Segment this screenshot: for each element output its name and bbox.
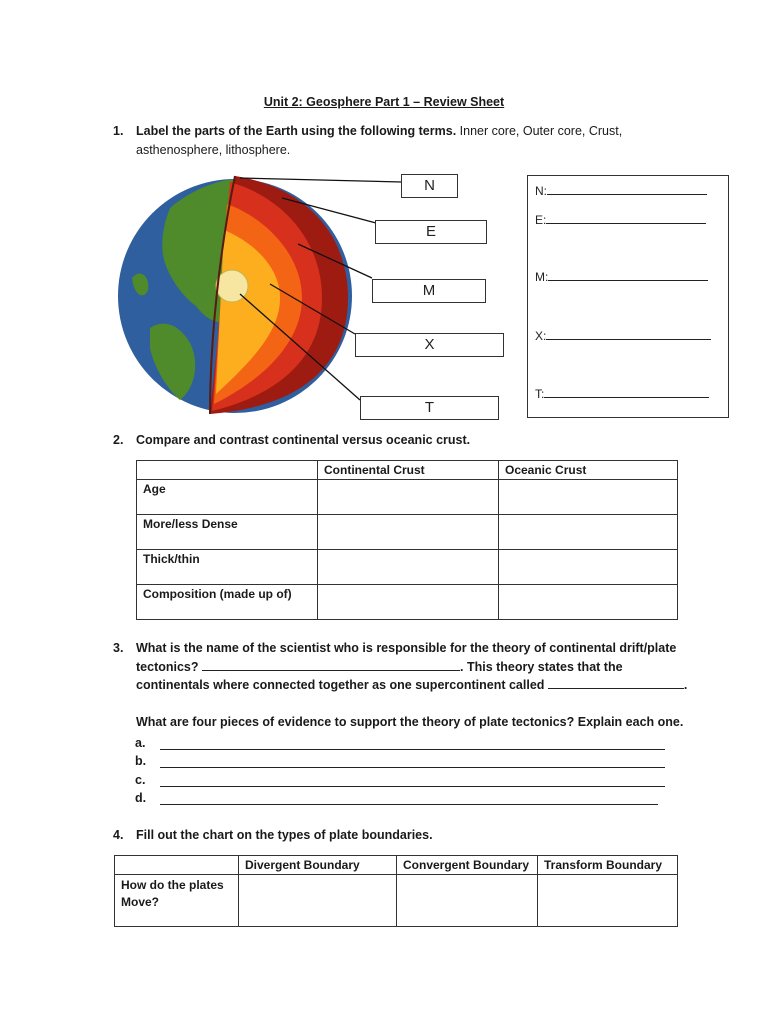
row-label-age: Age [137,480,318,515]
page-title: Unit 2: Geosphere Part 1 – Review Sheet [263,95,505,109]
cell-continental-composition[interactable] [318,585,499,620]
table-row [137,550,678,585]
answer-line-m[interactable]: M: [535,268,708,284]
cell-continental-density[interactable] [318,515,499,550]
question-4-text: Fill out the chart on the types of plate boundaries. [136,828,433,842]
answer-line-t[interactable]: T: [535,385,709,401]
question-2-number: 2. [113,433,124,447]
label-box-n: N [401,174,458,198]
table-row [137,515,678,550]
question-3-line-3: continentals where connected together as one supercontinent called . [136,678,688,692]
supercontinent-answer-line[interactable] [548,676,684,689]
evidence-b-letter: b. [135,754,147,768]
answer-line-x[interactable]: X: [535,327,711,343]
crust-comparison-table [136,460,678,620]
boundary-header-convergent: Convergent Boundary [397,856,538,875]
table-header-oceanic: Oceanic Crust [499,461,678,480]
question-3-line-1: What is the name of the scientist who is responsible for the theory of continental drift/plate [136,641,677,655]
label-box-e: E [375,220,487,244]
table-header-continental: Continental Crust [318,461,499,480]
boundary-header-empty [115,856,239,875]
question-4-number: 4. [113,828,124,842]
table-header-row [137,461,678,480]
question-1-number: 1. [113,124,124,138]
evidence-a-letter: a. [135,736,146,750]
question-3-text [136,639,696,695]
question-3-number: 3. [113,641,124,655]
label-box-t: T [360,396,499,420]
question-2-text: Compare and contrast continental versus oceanic crust. [136,433,471,447]
row-label-composition: Composition (made up of) [137,585,318,620]
question-1-text [136,122,656,159]
answer-line-e[interactable]: E: [535,211,706,227]
evidence-d-letter: d. [135,791,147,805]
leader-line-n [240,178,402,182]
evidence-c-line[interactable] [160,786,665,787]
evidence-c-letter: c. [135,773,146,787]
cell-oceanic-composition[interactable] [499,585,678,620]
table-row [137,585,678,620]
boundary-header-transform: Transform Boundary [538,856,678,875]
cell-oceanic-density[interactable] [499,515,678,550]
boundary-header-divergent: Divergent Boundary [239,856,397,875]
row-label-thickness: Thick/thin [137,550,318,585]
label-box-m: M [372,279,486,303]
table-header-empty [137,461,318,480]
table-row [115,875,678,927]
label-answer-box [527,175,729,418]
cell-continental-age[interactable] [318,480,499,515]
scientist-answer-line[interactable] [202,658,460,671]
question-1-bold: Label the parts of the Earth using the following terms. [136,124,457,138]
question-1-terms-line2: asthenosphere, lithosphere. [136,142,291,157]
cell-divergent-movement[interactable] [239,875,397,927]
question-3-line-2: tectonics? . This theory states that the [136,659,623,674]
table-row [137,480,678,515]
cell-transform-movement[interactable] [538,875,678,927]
cell-convergent-movement[interactable] [397,875,538,927]
row-label-plate-movement: How do the plates Move? [115,875,239,927]
evidence-d-line[interactable] [160,804,658,805]
answer-line-n[interactable]: N: [535,182,707,198]
question-1-terms: Inner core, Outer core, Crust, [456,124,623,138]
row-label-density: More/less Dense [137,515,318,550]
cell-oceanic-age[interactable] [499,480,678,515]
cell-oceanic-thickness[interactable] [499,550,678,585]
plate-boundaries-table [114,855,678,927]
evidence-question: What are four pieces of evidence to support the theory of plate tectonics? Explain each one. [136,715,684,729]
label-box-x: X [355,333,504,357]
evidence-b-line[interactable] [160,767,665,768]
table-header-row [115,856,678,875]
evidence-a-line[interactable] [160,749,665,750]
cell-continental-thickness[interactable] [318,550,499,585]
